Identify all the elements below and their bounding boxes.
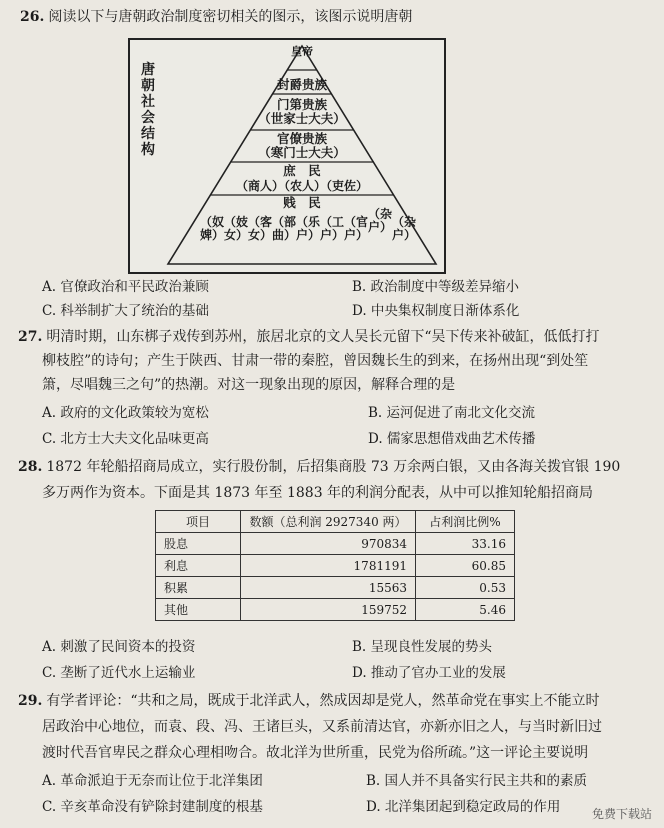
q26-option-c[interactable]: C. 科举制扩大了统治的基础 — [42, 303, 209, 319]
q28-option-a[interactable]: A. 刺激了民间资本的投资 — [42, 639, 196, 655]
table-cell: 其他 — [156, 599, 241, 621]
base-group-col — [368, 207, 393, 234]
table-cell: 5.46 — [416, 599, 515, 621]
table-header-cell: 项目 — [156, 511, 241, 533]
q29-option-c[interactable]: C. 辛亥革命没有铲除封建制度的根基 — [42, 799, 263, 815]
side-char: 会 — [141, 110, 155, 126]
table-row — [156, 555, 515, 577]
profit-distribution-table — [155, 510, 515, 621]
table-cell: 33.16 — [416, 533, 515, 555]
table-cell: 159752 — [241, 599, 416, 621]
q29-option-a[interactable]: A. 革命派迫于无奈而让位于北洋集团 — [42, 773, 263, 789]
side-char: 结 — [141, 126, 155, 142]
q27-option-b[interactable]: B. 运河促进了南北文化交流 — [368, 405, 536, 421]
base-group-label: （奴婢） — [200, 215, 225, 242]
table-cell: 利息 — [156, 555, 241, 577]
table-header-cell: 数额（总利润 2927340 两） — [241, 511, 416, 533]
q29-stem-text: 有学者评论：“共和之局，既成于北洋武人，然成因却是党人，然革命党在事实上不能立时 — [46, 693, 600, 709]
q27-option-d[interactable]: D. 儒家思想借戏曲艺术传播 — [368, 431, 536, 447]
q28-option-d[interactable]: D. 推动了官办工业的发展 — [352, 665, 506, 681]
q26-option-b[interactable]: B. 政治制度中等级差异缩小 — [352, 279, 520, 295]
diagram-side-label — [140, 62, 156, 158]
side-char: 社 — [141, 94, 155, 110]
tier-commoners: 庶 民 — [283, 163, 321, 178]
q27-stem-text: 明清时期，山东梆子戏传到苏州，旅居北京的文人吴长元留下“吴下传来补破缸，低低打打 — [46, 329, 600, 345]
base-group-col — [272, 215, 297, 242]
q26-stem-text: 阅读以下与唐朝政治制度密切相关的图示，该图示说明唐朝 — [48, 9, 413, 25]
q29-option-b[interactable]: B. 国人并不具备实行民主共和的素质 — [366, 773, 588, 789]
q28-option-c[interactable]: C. 垄断了近代水上运输业 — [42, 665, 196, 681]
q28-stem-line2: 多万两作为资本。下面是其 1873 年至 1883 年的利润分配表，从中可以推知轮船招商局 — [42, 485, 594, 501]
table-cell: 60.85 — [416, 555, 515, 577]
site-watermark: 免费下载站 — [591, 807, 652, 821]
base-group-col — [320, 215, 345, 242]
q28-number: 28. — [18, 459, 43, 475]
q28-option-b[interactable]: B. 呈现良性发展的势头 — [352, 639, 493, 655]
table-row — [156, 599, 515, 621]
q26-option-a[interactable]: A. 官僚政治和平民政治兼顾 — [42, 279, 209, 295]
q27-option-c[interactable]: C. 北方士大夫文化品味更高 — [42, 431, 209, 447]
side-char: 朝 — [141, 78, 155, 94]
q27-stem-line2: 柳枝腔”的诗句；产生于陕西、甘肃一带的秦腔，曾因魏长生的到来，在扬州出现“到处笙 — [42, 353, 589, 369]
table-row — [156, 533, 515, 555]
base-group-label: （杂户） — [392, 215, 417, 242]
table-row — [156, 577, 515, 599]
base-group-label: （乐户） — [296, 215, 321, 242]
base-group-col — [392, 215, 417, 242]
q28-stem-text: 1872 年轮船招商局成立，实行股份制，后招集商股 73 万余两白银，又由各海关拨官银 190 — [46, 459, 621, 475]
q28-stem-line1 — [18, 458, 620, 476]
base-group-label: （部曲） — [272, 215, 297, 242]
q29-number: 29. — [18, 693, 43, 709]
table-cell: 股息 — [156, 533, 241, 555]
table-cell: 970834 — [241, 533, 416, 555]
tier-clan-nobles-note: （世家士大夫） — [258, 111, 346, 126]
table-cell: 15563 — [241, 577, 416, 599]
base-group-label: （工户） — [320, 215, 345, 242]
base-group-col — [296, 215, 321, 242]
tang-society-pyramid-diagram — [128, 38, 446, 274]
tier-clan-nobles: 门第贵族 — [276, 97, 327, 112]
base-group-label: （妓女） — [224, 215, 249, 242]
tier-base-people: 贱 民 — [283, 195, 321, 210]
base-group-col — [344, 215, 369, 242]
tier-bureaucrat-nobles: 官僚贵族 — [276, 131, 327, 146]
q26-number: 26. — [20, 9, 45, 25]
base-group-label: （客女） — [248, 215, 273, 242]
base-group-label: （官户） — [344, 215, 369, 242]
q29-option-d[interactable]: D. 北洋集团起到稳定政局的作用 — [366, 799, 561, 815]
table-cell: 积累 — [156, 577, 241, 599]
q26-option-d[interactable]: D. 中央集权制度日渐体系化 — [352, 303, 520, 319]
tier-bureaucrat-nobles-note: （寒门士大夫） — [258, 145, 346, 160]
q29-stem-line3: 渡时代吾官卑民之群众心理相吻合。故北洋为世所重，民党为俗所疏。”这一评论主要说明 — [42, 745, 589, 761]
q26-stem — [20, 8, 412, 26]
q27-stem-line3: 箫，尽唱魏三之句”的热潮。对这一现象出现的原因，解释合理的是 — [42, 377, 456, 393]
tier-enfeoffed-nobles: 封爵贵族 — [276, 77, 327, 92]
tier-emperor: 皇帝 — [291, 45, 313, 58]
side-char: 构 — [141, 142, 155, 158]
base-group-col — [224, 215, 249, 242]
q27-number: 27. — [18, 329, 43, 345]
side-char: 唐 — [141, 62, 155, 78]
table-header-row — [156, 511, 515, 533]
q29-stem-line2: 居政治中心地位，而袁、段、冯、王诸巨头，又系前清达官，亦新亦旧之人，与当时新旧过 — [42, 719, 602, 735]
base-group-col — [200, 215, 225, 242]
q27-stem-line1 — [18, 328, 600, 346]
table-cell: 0.53 — [416, 577, 515, 599]
base-group-col — [248, 215, 273, 242]
base-group-label: （杂户） — [368, 207, 393, 234]
q27-option-a[interactable]: A. 政府的文化政策较为宽松 — [42, 405, 209, 421]
tier-commoners-groups: （商人）（农人）（吏佐） — [235, 179, 368, 193]
table-cell: 1781191 — [241, 555, 416, 577]
q29-stem-line1 — [18, 692, 600, 710]
table-header-cell: 占利润比例% — [416, 511, 515, 533]
